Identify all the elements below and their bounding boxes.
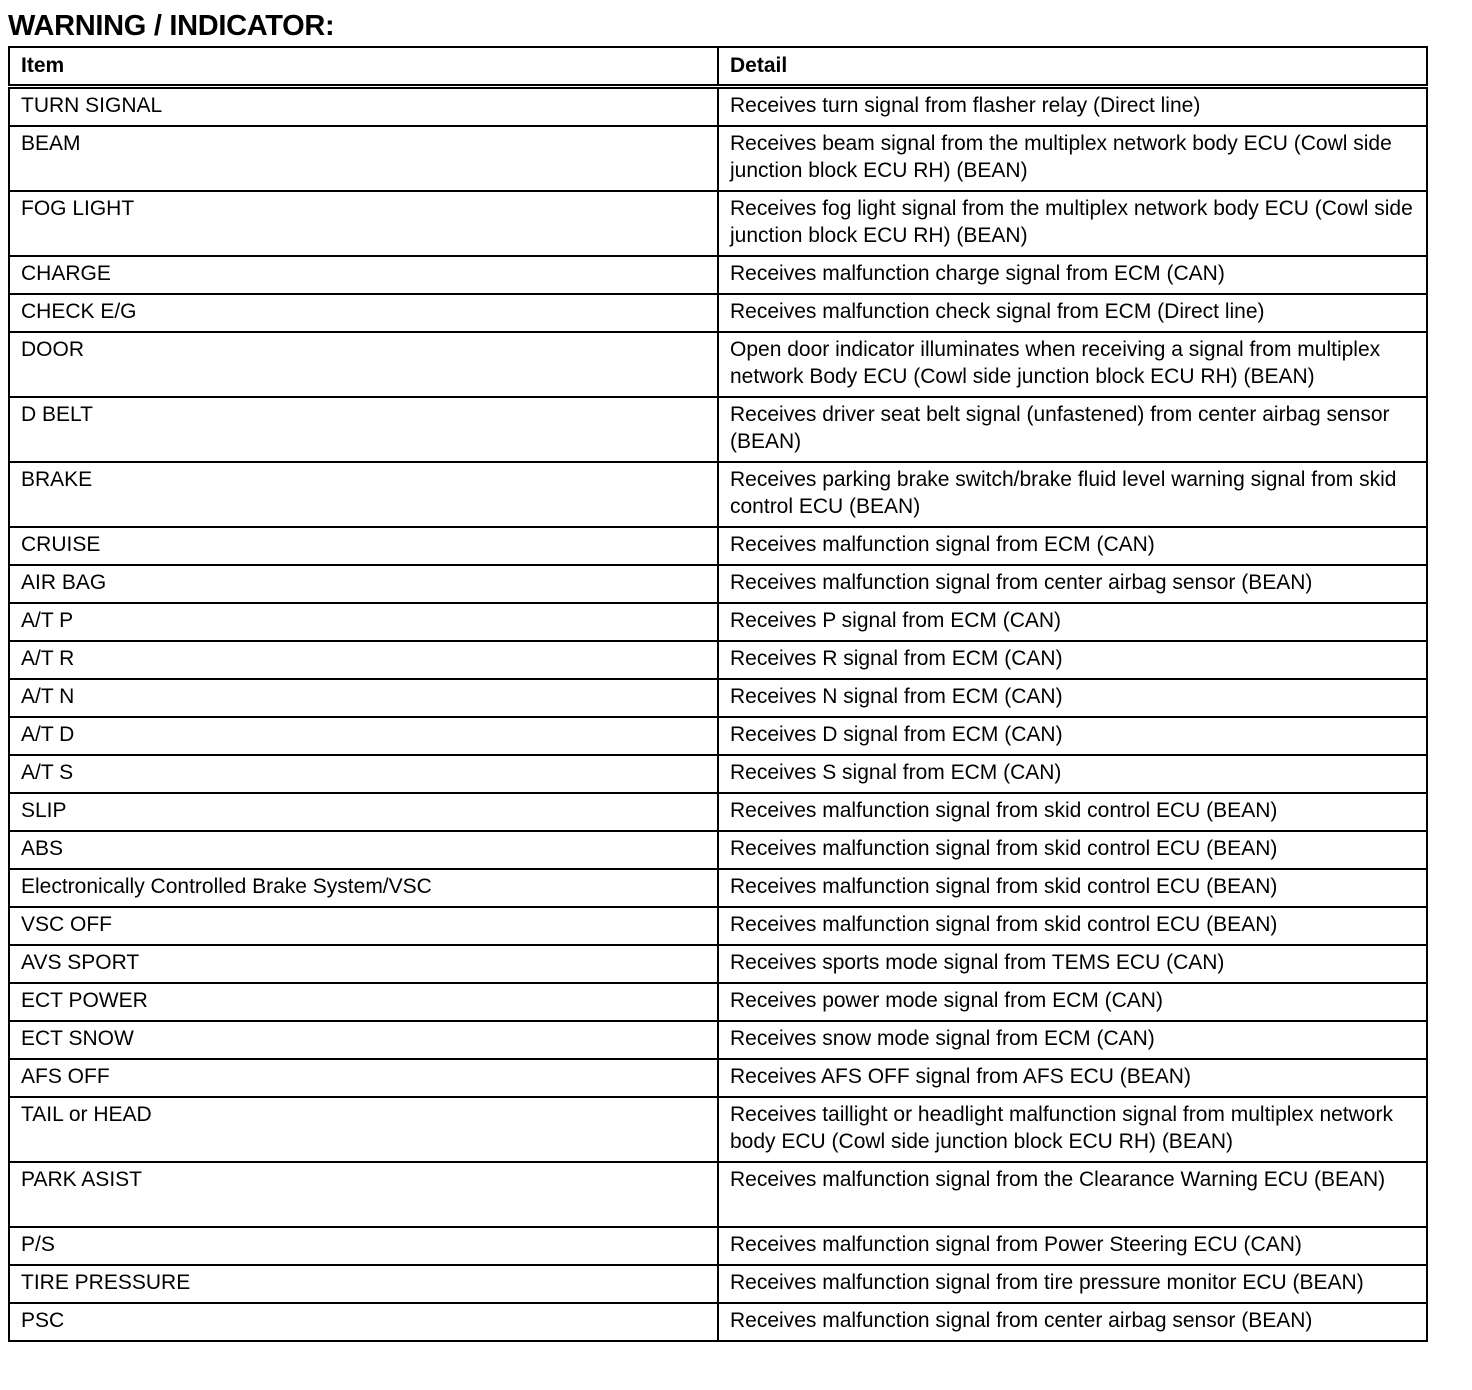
detail-cell: Receives malfunction signal from skid control ECU (BEAN) <box>718 907 1427 945</box>
item-cell: AVS SPORT <box>9 945 718 983</box>
item-cell: Electronically Controlled Brake System/VSC <box>9 869 718 907</box>
detail-cell: Receives fog light signal from the multiplex network body ECU (Cowl side junction block ECU RH) (BEAN) <box>718 191 1427 256</box>
table-row <box>9 191 1427 256</box>
detail-cell: Receives malfunction charge signal from ECM (CAN) <box>718 256 1427 294</box>
detail-cell: Receives R signal from ECM (CAN) <box>718 641 1427 679</box>
table-row <box>9 717 1427 755</box>
table-row <box>9 397 1427 462</box>
item-cell: A/T N <box>9 679 718 717</box>
table-row <box>9 565 1427 603</box>
detail-cell: Receives malfunction signal from skid control ECU (BEAN) <box>718 869 1427 907</box>
detail-cell: Receives malfunction signal from skid control ECU (BEAN) <box>718 831 1427 869</box>
detail-cell: Receives parking brake switch/brake fluid level warning signal from skid control ECU (BEAN) <box>718 462 1427 527</box>
item-cell: P/S <box>9 1227 718 1265</box>
table-row <box>9 1162 1427 1227</box>
warning-indicator-table <box>8 46 1428 1342</box>
table-row <box>9 87 1427 127</box>
detail-cell: Open door indicator illuminates when receiving a signal from multiplex network Body ECU (Cowl side junction block ECU RH) (BEAN) <box>718 332 1427 397</box>
table-row <box>9 126 1427 191</box>
item-cell: BEAM <box>9 126 718 191</box>
table-header-row <box>9 47 1427 87</box>
table-row <box>9 1227 1427 1265</box>
detail-cell: Receives malfunction signal from center airbag sensor (BEAN) <box>718 565 1427 603</box>
item-cell: CHECK E/G <box>9 294 718 332</box>
item-cell: VSC OFF <box>9 907 718 945</box>
detail-cell: Receives driver seat belt signal (unfastened) from center airbag sensor (BEAN) <box>718 397 1427 462</box>
detail-cell: Receives turn signal from flasher relay (Direct line) <box>718 87 1427 127</box>
detail-cell: Receives S signal from ECM (CAN) <box>718 755 1427 793</box>
detail-cell: Receives malfunction signal from ECM (CAN) <box>718 527 1427 565</box>
item-cell: CRUISE <box>9 527 718 565</box>
detail-cell: Receives snow mode signal from ECM (CAN) <box>718 1021 1427 1059</box>
detail-cell: Receives beam signal from the multiplex network body ECU (Cowl side junction block ECU RH) (BEAN) <box>718 126 1427 191</box>
page-title: WARNING / INDICATOR: <box>8 10 335 42</box>
detail-cell: Receives malfunction signal from center airbag sensor (BEAN) <box>718 1303 1427 1341</box>
table-row <box>9 1303 1427 1341</box>
table-row <box>9 1265 1427 1303</box>
item-cell: AIR BAG <box>9 565 718 603</box>
table-row <box>9 603 1427 641</box>
detail-cell: Receives malfunction signal from tire pressure monitor ECU (BEAN) <box>718 1265 1427 1303</box>
item-cell: A/T D <box>9 717 718 755</box>
column-header-item: Item <box>9 47 718 87</box>
table-row <box>9 1059 1427 1097</box>
item-cell: ECT POWER <box>9 983 718 1021</box>
detail-cell: Receives D signal from ECM (CAN) <box>718 717 1427 755</box>
table-row <box>9 755 1427 793</box>
table-row <box>9 1097 1427 1162</box>
detail-cell: Receives sports mode signal from TEMS ECU (CAN) <box>718 945 1427 983</box>
table-row <box>9 641 1427 679</box>
item-cell: TIRE PRESSURE <box>9 1265 718 1303</box>
table-row <box>9 945 1427 983</box>
table-row <box>9 332 1427 397</box>
detail-cell: Receives malfunction signal from Power Steering ECU (CAN) <box>718 1227 1427 1265</box>
item-cell: AFS OFF <box>9 1059 718 1097</box>
item-cell: PARK ASIST <box>9 1162 718 1227</box>
item-cell: D BELT <box>9 397 718 462</box>
table-row <box>9 831 1427 869</box>
item-cell: A/T S <box>9 755 718 793</box>
item-cell: ECT SNOW <box>9 1021 718 1059</box>
table-row <box>9 907 1427 945</box>
detail-cell: Receives taillight or headlight malfunction signal from multiplex network body ECU (Cowl side junction block ECU RH) (BEAN) <box>718 1097 1427 1162</box>
item-cell: FOG LIGHT <box>9 191 718 256</box>
item-cell: TAIL or HEAD <box>9 1097 718 1162</box>
item-cell: TURN SIGNAL <box>9 87 718 127</box>
table-row <box>9 462 1427 527</box>
item-cell: ABS <box>9 831 718 869</box>
detail-cell: Receives malfunction signal from the Clearance Warning ECU (BEAN) <box>718 1162 1427 1227</box>
detail-cell: Receives power mode signal from ECM (CAN) <box>718 983 1427 1021</box>
detail-cell: Receives malfunction signal from skid control ECU (BEAN) <box>718 793 1427 831</box>
table-row <box>9 256 1427 294</box>
table-row <box>9 869 1427 907</box>
table-row <box>9 294 1427 332</box>
column-header-detail: Detail <box>718 47 1427 87</box>
detail-cell: Receives N signal from ECM (CAN) <box>718 679 1427 717</box>
table-row <box>9 793 1427 831</box>
detail-cell: Receives P signal from ECM (CAN) <box>718 603 1427 641</box>
item-cell: SLIP <box>9 793 718 831</box>
table-row <box>9 983 1427 1021</box>
item-cell: A/T R <box>9 641 718 679</box>
table-row <box>9 527 1427 565</box>
table-row <box>9 1021 1427 1059</box>
detail-cell: Receives AFS OFF signal from AFS ECU (BEAN) <box>718 1059 1427 1097</box>
item-cell: BRAKE <box>9 462 718 527</box>
item-cell: CHARGE <box>9 256 718 294</box>
item-cell: PSC <box>9 1303 718 1341</box>
item-cell: DOOR <box>9 332 718 397</box>
detail-cell: Receives malfunction check signal from ECM (Direct line) <box>718 294 1427 332</box>
item-cell: A/T P <box>9 603 718 641</box>
table-row <box>9 679 1427 717</box>
